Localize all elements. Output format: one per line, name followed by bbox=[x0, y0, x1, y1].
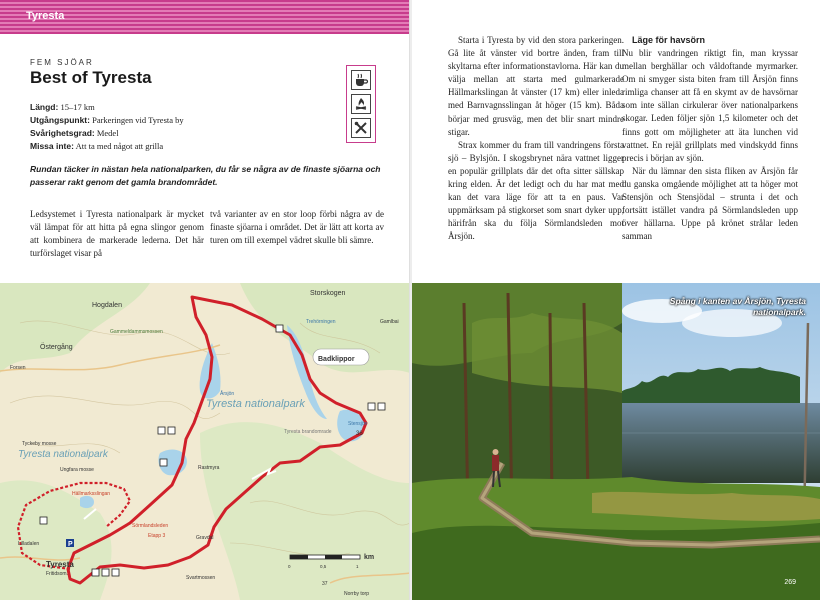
fact-dont-miss: Missa inte: Att ta med något att grilla bbox=[30, 141, 164, 151]
map-label: 36 bbox=[356, 431, 363, 437]
lake-photo-svg bbox=[412, 283, 820, 600]
page-number: 269 bbox=[784, 579, 796, 586]
body-column-1 bbox=[30, 208, 204, 260]
amenity-icon-box bbox=[346, 65, 376, 143]
map-label: Ungfara mosse bbox=[60, 467, 94, 473]
body-text: Strax kommer du fram till vandringens första sjö – Bylsjön. I skogsbrynet nära vattnet ligger en populär grillplats där det ofta sitter sällskap kring elden. Är det ledigt och du har mat med kan det vara läge för att ta en paus. Var uppmärksam på stigkorset som snart dyker upp, härifrån ska du följa Sörmlandsleden mot Årsjön. bbox=[448, 139, 624, 242]
body-text: Starta i Tyresta by vid den stora parkeringen. Gå lite åt vänster vid bortre änden, fram till skyltarna efter informationstavlorna. Här kan du välja mellan att starta med gulmarkerade Hällmarkslingan åt vänster (17 km) eller inleda med Barnvagnsslingan åt höger (15 km). Båda börjar med grusväg, men det blir snart mindre stigar. bbox=[448, 35, 624, 137]
map-label: Tyresta bbox=[46, 560, 74, 569]
coffee-cup-icon bbox=[351, 70, 371, 90]
map-label: Årsjön bbox=[220, 391, 235, 397]
map-label: Tyresta nationalpark bbox=[206, 398, 305, 410]
map-label: Hogdalen bbox=[92, 302, 122, 309]
article-title: Best of Tyresta bbox=[30, 68, 152, 87]
article-kicker: FEM SJÖAR bbox=[30, 58, 94, 67]
map-label: Trehörningen bbox=[306, 319, 336, 325]
map-label: Tyresta nationalpark bbox=[18, 449, 108, 460]
body-text: två varianter av en stor loop förbi några av de finaste sjöarna i området. Det är lätt att korta av turen om till exempel vädret skulle bli sämre. bbox=[210, 209, 384, 246]
body-text: När du lämnar den sista fliken av Årsjön får du ganska omgående möjlighet att ta höger mot Stensjön och Stensjödal – strunta i det och fortsätt istället vandra på Sörmlandsleden upp över hällarna. Uppe på krönet strålar leden samman bbox=[622, 165, 798, 242]
map-label: Lilladalen bbox=[18, 541, 40, 547]
route-map bbox=[0, 283, 410, 600]
map-scale-label: 1 bbox=[356, 564, 359, 569]
map-label: Svartmossen bbox=[186, 575, 216, 581]
map-label: Gammeldammsmossen bbox=[110, 329, 163, 335]
map-label: Gravdal bbox=[196, 535, 214, 541]
body-column-2 bbox=[210, 208, 384, 247]
fact-list bbox=[30, 101, 330, 153]
map-scale-bar bbox=[290, 555, 360, 559]
map-label: Gamlbai bbox=[380, 319, 399, 325]
photo-caption: Spång i kanten av Årsjön, Tyresta nationalpark. bbox=[669, 296, 806, 317]
fact-length: Längd: 15–17 km bbox=[30, 102, 95, 112]
lead-paragraph: Rundan täcker in nästan hela nationalparken, du får se några av de finaste sjöarna och passerar rakt genom det gamla brandområdet. bbox=[30, 164, 381, 187]
map-label: Sörmlandsleden bbox=[132, 523, 169, 529]
map-scale-unit: km bbox=[364, 554, 375, 561]
right-page bbox=[412, 0, 820, 600]
map-label: Badklippor bbox=[318, 356, 355, 363]
map-label: Tyckeby mosse bbox=[22, 441, 57, 447]
body-column-3 bbox=[448, 34, 624, 244]
map-label: Fritidsom. bbox=[46, 571, 68, 577]
map-scale-label: 0 bbox=[288, 564, 291, 569]
section-subheading: Läge för havsörn bbox=[632, 35, 706, 45]
map-label: 37 bbox=[322, 581, 328, 587]
body-text: Nu blir vandringen riktigt fin, man kryssar mellan berghällar och våldoftande myrmarker. Om ni smyger sista biten fram till Årsjön finns rimliga chanser att få en skymt av de havsörnar som inte sällan cirkulerar över nationalparkens skogar. Leden följer sjön 1,5 kilometer och det finns gott om möjligheter att äta lunchen vid vattnet. En rejäl grillplats med vindskydd finns precis i början av sjön. bbox=[622, 48, 798, 163]
section-header-band bbox=[0, 0, 410, 34]
map-scale-label: 0,5 bbox=[320, 564, 327, 569]
map-label: Storskogen bbox=[310, 290, 346, 297]
map-label: Norrby torp bbox=[344, 591, 370, 597]
map-label: Hällmarksslingan bbox=[72, 491, 111, 497]
lake-photo bbox=[412, 283, 820, 600]
map-label: Stensjön bbox=[348, 421, 368, 427]
map-label: Etapp 3 bbox=[148, 533, 166, 539]
body-text: Ledsystemet i Tyresta nationalpark är mycket väl lämpat för att hitta på egna slingor genom att kombinera de markerade lederna. Det här turförslaget visar på bbox=[30, 209, 204, 259]
map-label: Rastmyra bbox=[198, 465, 220, 471]
cutlery-icon bbox=[351, 118, 371, 138]
map-label: Forsen bbox=[10, 365, 26, 371]
campfire-icon bbox=[351, 94, 371, 114]
fact-start: Utgångspunkt: Parkeringen vid Tyresta by bbox=[30, 115, 184, 125]
svg-text:P: P bbox=[68, 541, 73, 548]
map-label: Östergång bbox=[40, 344, 73, 351]
map-label: Tyresta brandomrade bbox=[284, 429, 332, 435]
body-column-4 bbox=[622, 34, 798, 243]
route-map-svg bbox=[0, 283, 410, 600]
section-label: Tyresta bbox=[26, 10, 65, 22]
fact-difficulty: Svårighetsgrad: Medel bbox=[30, 128, 119, 138]
